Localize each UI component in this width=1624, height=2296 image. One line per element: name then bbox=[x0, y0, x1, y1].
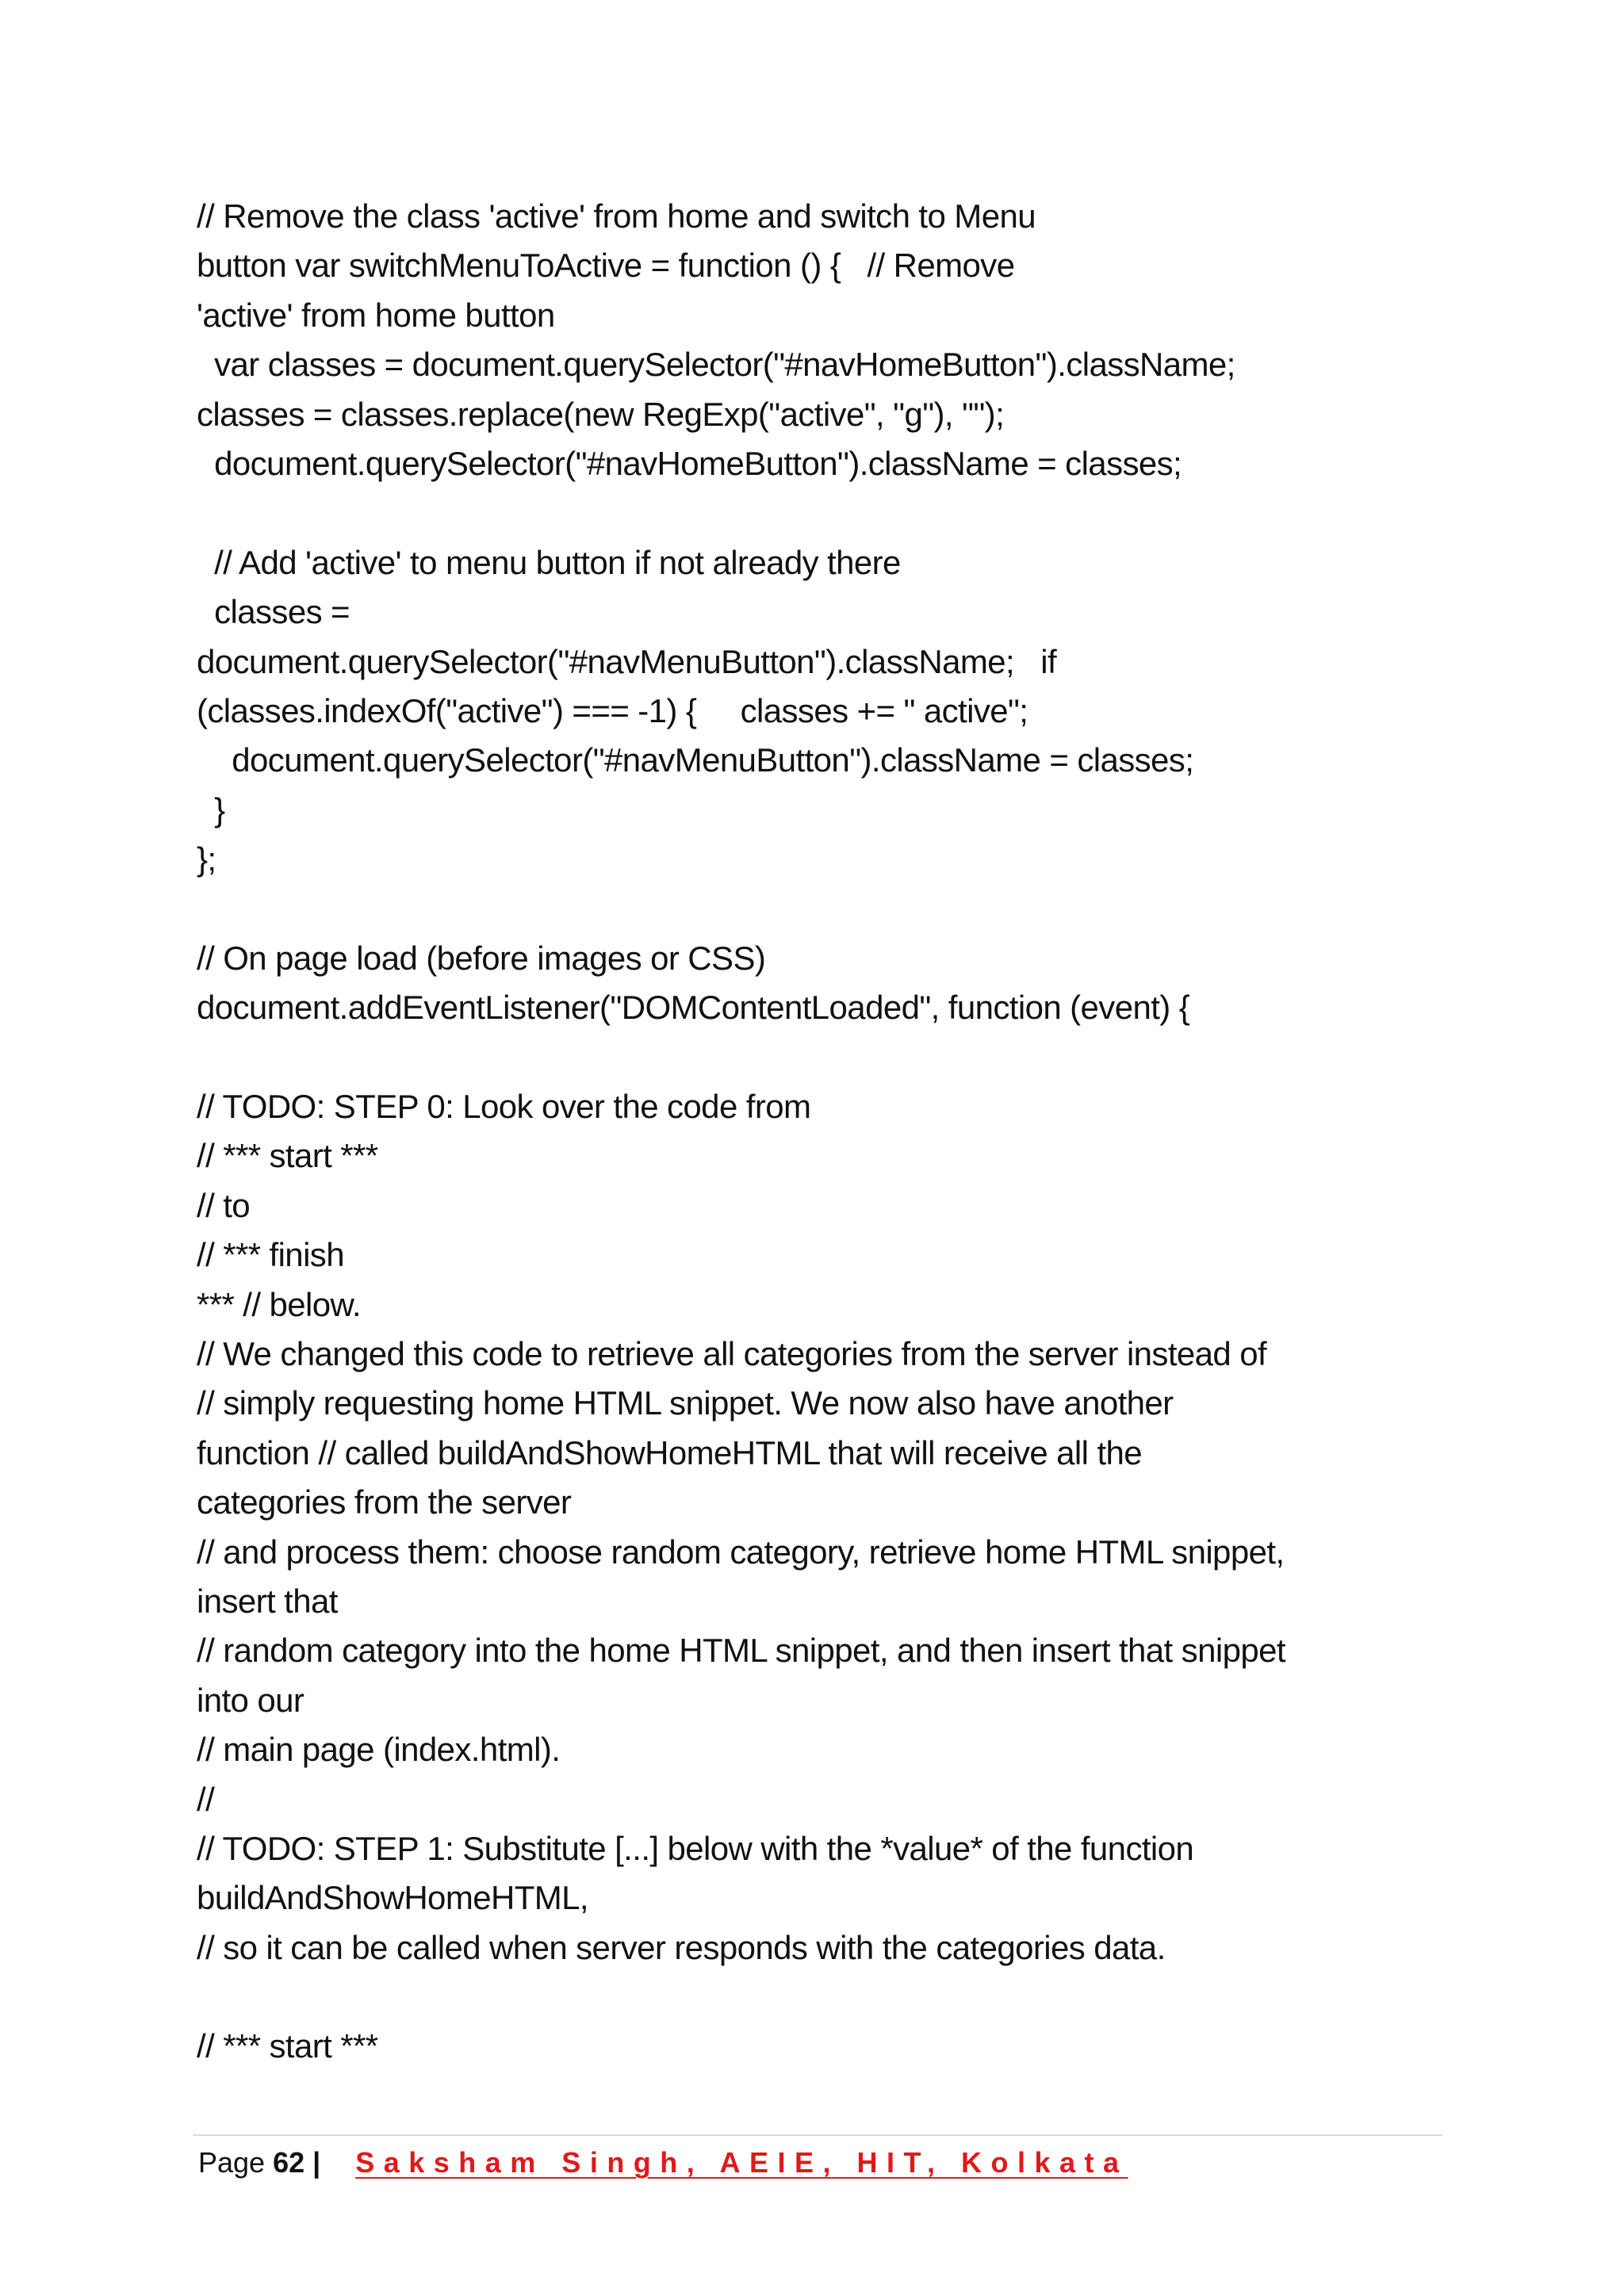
code-line: } bbox=[197, 790, 225, 828]
code-line: *** // below. bbox=[197, 1285, 361, 1323]
blank-line bbox=[197, 1033, 1450, 1082]
code-line: (classes.indexOf("active") === -1) { classes += " active"; bbox=[197, 691, 1028, 729]
code-line: categories from the server bbox=[197, 1483, 572, 1521]
code-line: document.addEventListener("DOMContentLoaded", function (event) { bbox=[197, 989, 1190, 1027]
code-line: // bbox=[197, 1780, 215, 1818]
code-line: // TODO: STEP 0: Look over the code from bbox=[197, 1088, 811, 1126]
blank-line bbox=[197, 488, 1450, 538]
code-line: // *** start *** bbox=[197, 1137, 378, 1175]
code-listing bbox=[197, 192, 1450, 2072]
code-line: // Remove the class 'active' from home and switch to Menu bbox=[197, 197, 1036, 235]
code-line: classes = bbox=[197, 593, 350, 631]
code-line: // main page (index.html). bbox=[197, 1731, 561, 1769]
code-line: // random category into the home HTML snippet, and then insert that snippet bbox=[197, 1632, 1285, 1670]
code-line: // to bbox=[197, 1186, 251, 1224]
code-line: // TODO: STEP 1: Substitute [...] below with the *value* of the function bbox=[197, 1829, 1194, 1867]
page-footer bbox=[198, 2143, 1128, 2183]
code-line: // and process them: choose random category, retrieve home HTML snippet, bbox=[197, 1533, 1285, 1571]
footer-separator: | bbox=[312, 2146, 321, 2179]
author-credit: Saksham Singh, AEIE, HIT, Kolkata bbox=[355, 2146, 1128, 2179]
code-line: // We changed this code to retrieve all categories from the server instead of bbox=[197, 1334, 1267, 1372]
code-line: // *** finish bbox=[197, 1236, 344, 1274]
code-line: var classes = document.querySelector("#navHomeButton").className; bbox=[197, 346, 1235, 384]
code-line: classes = classes.replace(new RegExp("active", "g"), ""); bbox=[197, 395, 1005, 433]
code-line: insert that bbox=[197, 1582, 338, 1620]
footer-divider bbox=[193, 2134, 1442, 2136]
code-line: // *** start *** bbox=[197, 2027, 378, 2065]
code-line: // Add 'active' to menu button if not already there bbox=[197, 543, 901, 581]
code-line: // simply requesting home HTML snippet. We now also have another bbox=[197, 1384, 1174, 1422]
blank-line bbox=[197, 884, 1450, 933]
code-line: document.querySelector("#navMenuButton").className = classes; bbox=[197, 741, 1194, 779]
code-line: document.querySelector("#navMenuButton").className; if bbox=[197, 642, 1057, 680]
page-number: 62 bbox=[273, 2146, 305, 2179]
blank-line bbox=[197, 1973, 1450, 2022]
code-line: into our bbox=[197, 1681, 304, 1719]
code-line: buildAndShowHomeHTML, bbox=[197, 1879, 588, 1917]
code-line: button var switchMenuToActive = function () { // Remove bbox=[197, 247, 1015, 285]
code-line: // On page load (before images or CSS) bbox=[197, 939, 766, 977]
code-line: document.querySelector("#navHomeButton").className = classes; bbox=[197, 444, 1182, 482]
code-line: function // called buildAndShowHomeHTML that will receive all the bbox=[197, 1433, 1143, 1471]
code-line: }; bbox=[197, 840, 216, 878]
page-label: Page bbox=[198, 2146, 266, 2179]
code-line: 'active' from home button bbox=[197, 296, 555, 334]
code-line: // so it can be called when server responds with the categories data. bbox=[197, 1928, 1166, 1966]
